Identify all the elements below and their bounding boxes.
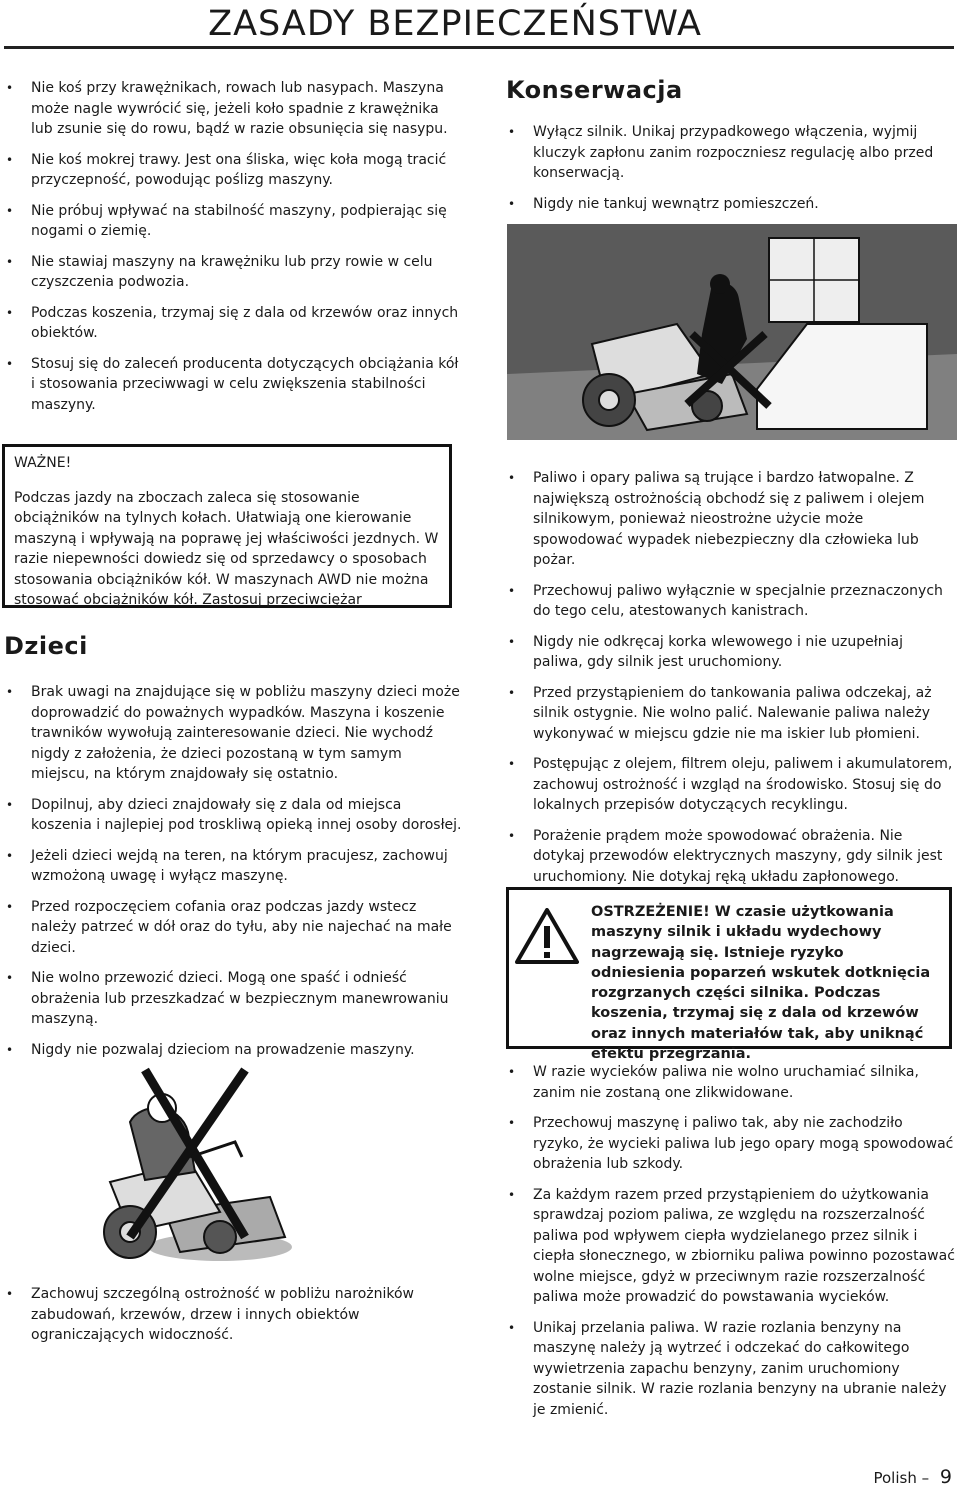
list-item: • Przed przystąpieniem do tankowania paliwa odczekaj, aż silnik ostygnie. Nie wolno palić. Nalewanie paliwa należy wykonywać w miejscu gdzie nie ma iskier lub płomieni. bbox=[506, 683, 956, 745]
title-rule bbox=[4, 46, 954, 49]
important-text: Podczas jazdy na zboczach zaleca się stosowanie obciążników na tylnych kołach. Ułatwiają one kierowanie maszyną i wpływają na poprawę jej właściwości jezdnych. W razie niepewności dowiedz się od sprzedawcy o sposobach stosowania obciążników kół. W maszynach AWD nie można stosować obciążników kół. Zastosuj przeciwciężar bbox=[14, 489, 439, 608]
footer-language: Polish bbox=[873, 1469, 917, 1487]
fuel-safety-list bbox=[506, 468, 956, 887]
list-item: • Porażenie prądem może spowodować obrażenia. Nie dotykaj przewodów elektrycznych maszyny, gdy silnik jest uruchomiony. Nie dotykaj ręką układu zapłonowego. bbox=[506, 826, 956, 888]
warning-text: OSTRZEŻENIE! W czasie użytkowania maszyny silnik i układu wydechowy nagrzewają się. Istnieje ryzyko odniesienia poparzeń wskutek dotknięcia rozgrzanych części silnika. Podczas koszenia, trzymaj się z dala od krzewów oraz innych materiałów tak, aby uniknąć efektu przegrzania. bbox=[591, 904, 931, 1063]
left-top-section bbox=[4, 78, 462, 425]
list-item: • Zachowuj szczególną ostrożność w pobliżu narożników zabudowań, krzewów, drzew i innych obiektów ograniczających widoczność. bbox=[4, 1284, 462, 1346]
fuel-storage-section bbox=[506, 1062, 956, 1430]
child-on-mower-illustration bbox=[70, 1062, 310, 1282]
fuel-storage-list bbox=[506, 1062, 956, 1420]
section-heading-dzieci: Dzieci bbox=[4, 632, 88, 660]
list-item: • Unikaj przelania paliwa. W razie rozlania benzyny na maszynę należy ją wytrzeć i odczekać do całkowitego wywietrzenia zapachu benzyny, zanim uruchomiony zostanie silnik. W razie rozlania benzyny na ubranie należy je zmienić. bbox=[506, 1318, 956, 1421]
list-item: • Postępując z olejem, filtrem oleju, paliwem i akumulatorem, zachowuj ostrożność i wzgląd na środowisko. Stosuj się do lokalnych przepisów dotyczących recyklingu. bbox=[506, 754, 956, 816]
section-heading-konserwacja: Konserwacja bbox=[506, 76, 683, 104]
list-item: • Nie stawiaj maszyny na krawężniku lub przy rowie w celu czyszczenia podwozia. bbox=[4, 252, 462, 293]
list-item: • Podczas koszenia, trzymaj się z dala od krzewów oraz innych obiektów. bbox=[4, 303, 462, 344]
list-item: • W razie wycieków paliwa nie wolno uruchamiać silnika, zanim nie zostaną one zlikwidowane. bbox=[506, 1062, 956, 1103]
list-item: • Wyłącz silnik. Unikaj przypadkowego włączenia, wyjmij kluczyk zapłonu zanim rozpoczniesz regulację albo przed konserwacją. bbox=[506, 122, 956, 184]
left-top-list bbox=[4, 78, 462, 415]
garage-refuel-illustration bbox=[507, 224, 957, 440]
list-item: • Nigdy nie tankuj wewnątrz pomieszczeń. bbox=[506, 194, 956, 215]
list-item: • Nie próbuj wpływać na stabilność maszyny, podpierając się nogami o ziemię. bbox=[4, 201, 462, 242]
list-item: • Za każdym razem przed przystąpieniem do użytkowania sprawdzaj poziom paliwa, ze względu na rozszerzalność paliwa pod wpływem ciepła wydzielanego przez silnik i ciepła słonecznego, w zbiorniku paliwa powinno pozostawać wolne miejsce, gdyż w przeciwnym razie rozszerzalność paliwa może prowadzić do powstawania wycieków. bbox=[506, 1185, 956, 1308]
list-item: • Jeżeli dzieci wejdą na teren, na którym pracujesz, zachowuj wzmożoną uwagę i wyłącz maszynę. bbox=[4, 846, 462, 887]
page-footer bbox=[873, 1466, 952, 1488]
page-title: ZASADY BEZPIECZEŃSTWA bbox=[208, 4, 702, 44]
dzieci-section bbox=[4, 632, 462, 1070]
list-item: • Nigdy nie pozwalaj dzieciom na prowadzenie maszyny. bbox=[4, 1040, 462, 1061]
list-item: • Nie koś przy krawężnikach, rowach lub nasypach. Maszyna może nagle wywrócić się, jeżeli koło spadnie z krawężnika lub zsunie się do rowu, bądź w razie obsunięcia się nasypu. bbox=[4, 78, 462, 140]
list-item: • Dopilnuj, aby dzieci znajdowały się z dala od miejsca koszenia i najlepiej pod troskliwą opieką innej osoby dorosłej. bbox=[4, 795, 462, 836]
konserwacja-list bbox=[506, 122, 956, 214]
list-item: • Nie wolno przewozić dzieci. Mogą one spaść i odnieść obrażenia lub przeszkadzać w bezpiecznym manewrowaniu maszyną. bbox=[4, 968, 462, 1030]
list-item: • Stosuj się do zaleceń producenta dotyczących obciążania kół i stosowania przeciwwagi w celu zwiększenia stabilności maszyny. bbox=[4, 354, 462, 416]
list-item: • Przechowuj paliwo wyłącznie w specjalnie przeznaczonych do tego celu, atestowanych kanistrach. bbox=[506, 581, 956, 622]
list-item: • Brak uwagi na znajdujące się w pobliżu maszyny dzieci może doprowadzić do poważnych wypadków. Maszyna i koszenie trawników wywołują zainteresowanie dzieci. Nie wychodź nigdy z założenia, że dzieci pozostaną w tym samym miejscu, na którym znajdowały się ostatnio. bbox=[4, 682, 462, 785]
dzieci-after-list bbox=[4, 1284, 462, 1346]
warning-box bbox=[506, 887, 952, 1063]
list-item: • Przechowuj maszynę i paliwo tak, aby nie zachodziło ryzyko, że wycieki paliwa lub jego opary mogą spowodować obrażenia lub szkody. bbox=[506, 1113, 956, 1175]
konserwacja-section bbox=[506, 76, 956, 224]
list-item: • Przed rozpoczęciem cofania oraz podczas jazdy wstecz należy patrzeć w dół oraz do tyłu, aby nie najechać na małe dzieci. bbox=[4, 897, 462, 959]
important-box bbox=[2, 444, 452, 608]
fuel-safety-section bbox=[506, 468, 956, 897]
dzieci-list bbox=[4, 682, 462, 1060]
list-item: • Nie koś mokrej trawy. Jest ona śliska, więc koła mogą tracić przyczepność, powodując poślizg maszyny. bbox=[4, 150, 462, 191]
important-title: WAŻNE! bbox=[14, 455, 72, 471]
warning-triangle-icon bbox=[515, 908, 579, 964]
list-item: • Paliwo i opary paliwa są trujące i bardzo łatwopalne. Z największą ostrożnością obchodź się z paliwem i olejem silnikowym, ponieważ nieostrożne użycie może spowodować wypadek niebezpieczny dla człowieka lub pożar. bbox=[506, 468, 956, 571]
list-item: • Nigdy nie odkręcaj korka wlewowego i nie uzupełniaj paliwa, gdy silnik jest uruchomiony. bbox=[506, 632, 956, 673]
page-number: 9 bbox=[939, 1466, 952, 1488]
footer-dash: – bbox=[921, 1469, 930, 1487]
dzieci-after-section bbox=[4, 1284, 462, 1356]
